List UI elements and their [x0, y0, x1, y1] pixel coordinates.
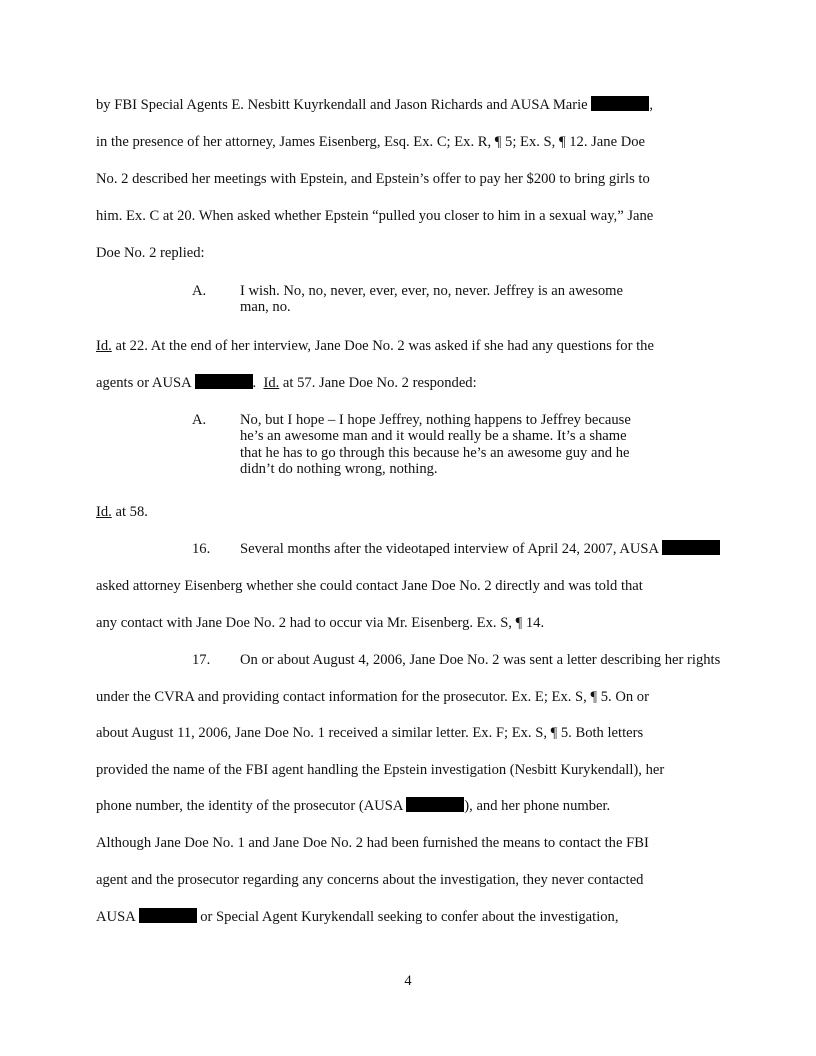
text-segment: at 58.: [111, 504, 148, 520]
body-line-3: No. 2 described her meetings with Epstein, and Epstein’s offer to pay her $200 to bring girls to: [96, 171, 650, 187]
text-segment: agents or AUSA: [96, 375, 191, 391]
quote-2-text: [240, 412, 631, 477]
text-segment: Several months after the videotaped interview of April 24, 2007, AUSA: [240, 541, 659, 557]
redaction-box: [406, 797, 464, 812]
body-line-8: [96, 503, 148, 521]
text-segment: AUSA: [96, 909, 135, 925]
body-line-15: provided the name of the FBI agent handling the Epstein investigation (Nesbitt Kurykendall), her: [96, 762, 665, 778]
text-segment: by FBI Special Agents E. Nesbitt Kuyrkendall and Jason Richards and AUSA Marie: [96, 97, 588, 113]
body-line-11: any contact with Jane Doe No. 2 had to occur via Mr. Eisenberg. Ex. S, ¶ 14.: [96, 615, 545, 631]
quote-2-label: A.: [192, 412, 207, 428]
paragraph-16-first-line: [192, 540, 720, 558]
text-segment: .: [252, 375, 264, 391]
body-line-13: under the CVRA and providing contact information for the prosecutor. Ex. E; Ex. S, ¶ 5. On or: [96, 689, 649, 705]
quote-line: No, but I hope – I hope Jeffrey, nothing happens to Jeffrey because: [240, 412, 631, 428]
text-segment: ,: [649, 97, 653, 113]
text-segment: or Special Agent Kurykendall seeking to confer about the investigation,: [200, 909, 619, 925]
body-line-1: [96, 96, 653, 114]
body-line-17: Although Jane Doe No. 1 and Jane Doe No. 2 had been furnished the means to contact the FBI: [96, 835, 649, 851]
id-citation: Id.: [96, 504, 112, 520]
quote-line: I wish. No, no, never, ever, ever, no, never. Jeffrey is an awesome: [240, 283, 623, 299]
id-citation: Id.: [263, 375, 280, 391]
quote-line: didn’t do nothing wrong, nothing.: [240, 460, 438, 477]
quote-line: he’s an awesome man and it would really be a shame. It’s a shame: [240, 428, 627, 445]
redaction-box: [662, 540, 720, 555]
body-line-2: in the presence of her attorney, James Eisenberg, Esq. Ex. C; Ex. R, ¶ 5; Ex. S, ¶ 12. Jane Doe: [96, 134, 646, 150]
redaction-box: [591, 96, 649, 111]
quote-1-text: [240, 283, 623, 316]
quote-line: man, no.: [240, 299, 291, 316]
text-segment: ), and her phone number.: [464, 798, 611, 814]
body-line-4: him. Ex. C at 20. When asked whether Epstein “pulled you closer to him in a sexual way,” Jane: [96, 208, 654, 224]
body-line-6: [96, 337, 654, 355]
body-line-12: On or about August 4, 2006, Jane Doe No. 2 was sent a letter describing her rights: [240, 652, 721, 668]
quote-line: that he has to go through this because he’s an awesome guy and he: [240, 444, 630, 461]
redaction-box: [139, 908, 197, 923]
body-line-7: [96, 374, 477, 392]
quote-1-label: A.: [192, 283, 207, 299]
body-line-14: about August 11, 2006, Jane Doe No. 1 received a similar letter. Ex. F; Ex. S, ¶ 5. Both letters: [96, 725, 644, 741]
paragraph-number-16: 16.: [192, 541, 211, 557]
body-line-16: [96, 797, 610, 815]
body-line-10: asked attorney Eisenberg whether she could contact Jane Doe No. 2 directly and was told that: [96, 578, 643, 594]
text-segment: at 57. Jane Doe No. 2 responded:: [279, 375, 477, 391]
body-line-18: agent and the prosecutor regarding any concerns about the investigation, they never contacted: [96, 872, 644, 888]
redaction-box: [195, 374, 253, 389]
page-number: 4: [404, 973, 412, 989]
body-line-5: Doe No. 2 replied:: [96, 245, 205, 261]
id-citation: Id.: [96, 338, 112, 354]
paragraph-number-17: 17.: [192, 652, 211, 668]
body-line-19: [96, 908, 619, 926]
text-segment: at 22. At the end of her interview, Jane Doe No. 2 was asked if she had any questions for the: [111, 338, 654, 354]
text-segment: phone number, the identity of the prosecutor (AUSA: [96, 798, 403, 814]
